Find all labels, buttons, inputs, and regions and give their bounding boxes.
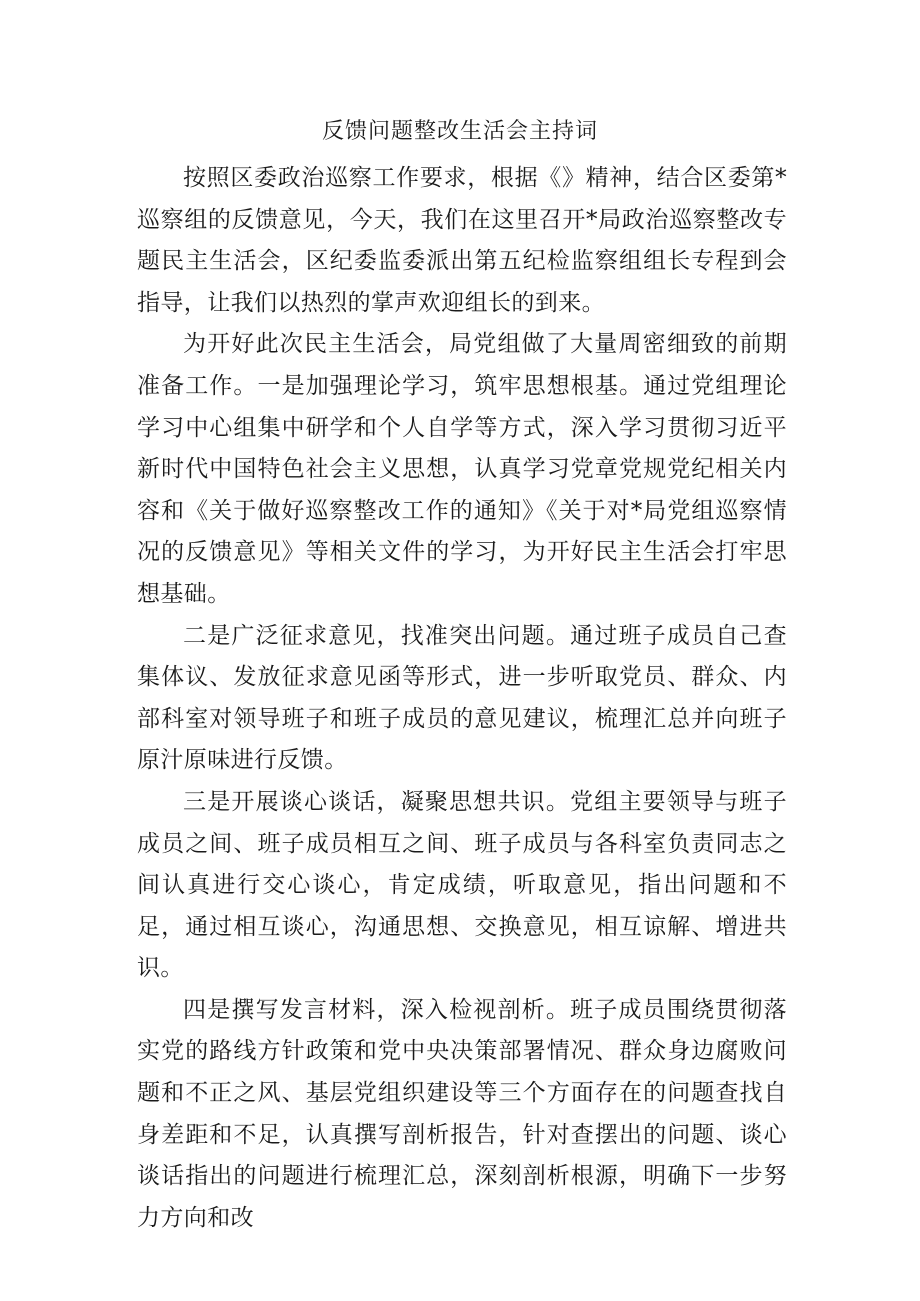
paragraph-write-materials: 四是撰写发言材料，深入检视剖析。班子成员围绕贯彻落实党的路线方针政策和党中央决策部署情况、群众身边腐败问题和不正之风、基层党组织建设等三个方面存在的问题查找自身差距和不足，认真撰写剖析报告，针对查摆出的问题、谈心谈话指出的问题进行梳理汇总，深刻剖析根源，明确下一步努力方向和改 (137, 996, 787, 1231)
paragraph-solicit-opinions: 二是广泛征求意见，找准突出问题。通过班子成员自己查集体议、发放征求意见函等形式，进一步听取党员、群众、内部科室对领导班子和班子成员的意见建议，梳理汇总并向班子原汁原味进行反馈。 (137, 622, 787, 774)
document-body (137, 158, 787, 1239)
paragraph-opening: 按照区委政治巡察工作要求，根据《》精神，结合区委第*巡察组的反馈意见，今天，我们在这里召开*局政治巡察整改专题民主生活会，区纪委监委派出第五纪检监察组组长专程到会指导，让我们以热烈的掌声欢迎组长的到来。 (137, 165, 787, 316)
paragraph-preparation: 为开好此次民主生活会，局党组做了大量周密细致的前期准备工作。一是加强理论学习，筑牢思想根基。通过党组理论学习中心组集中研学和个人自学等方式，深入学习贯彻习近平新时代中国特色社会主义思想，认真学习党章党规党纪相关内容和《关于做好巡察整改工作的通知》《关于对*局党组巡察情况的反馈意见》等相关文件的学习，为开好民主生活会打牢思想基础。 (137, 331, 787, 607)
document-title: 反馈问题整改生活会主持词 (321, 119, 598, 144)
paragraph-heart-to-heart-talks: 三是开展谈心谈话，凝聚思想共识。党组主要领导与班子成员之间、班子成员相互之间、班子成员与各科室负责同志之间认真进行交心谈心，肯定成绩，听取意见，指出问题和不足，通过相互谈心，沟通思想、交换意见，相互谅解、增进共识。 (137, 788, 787, 982)
